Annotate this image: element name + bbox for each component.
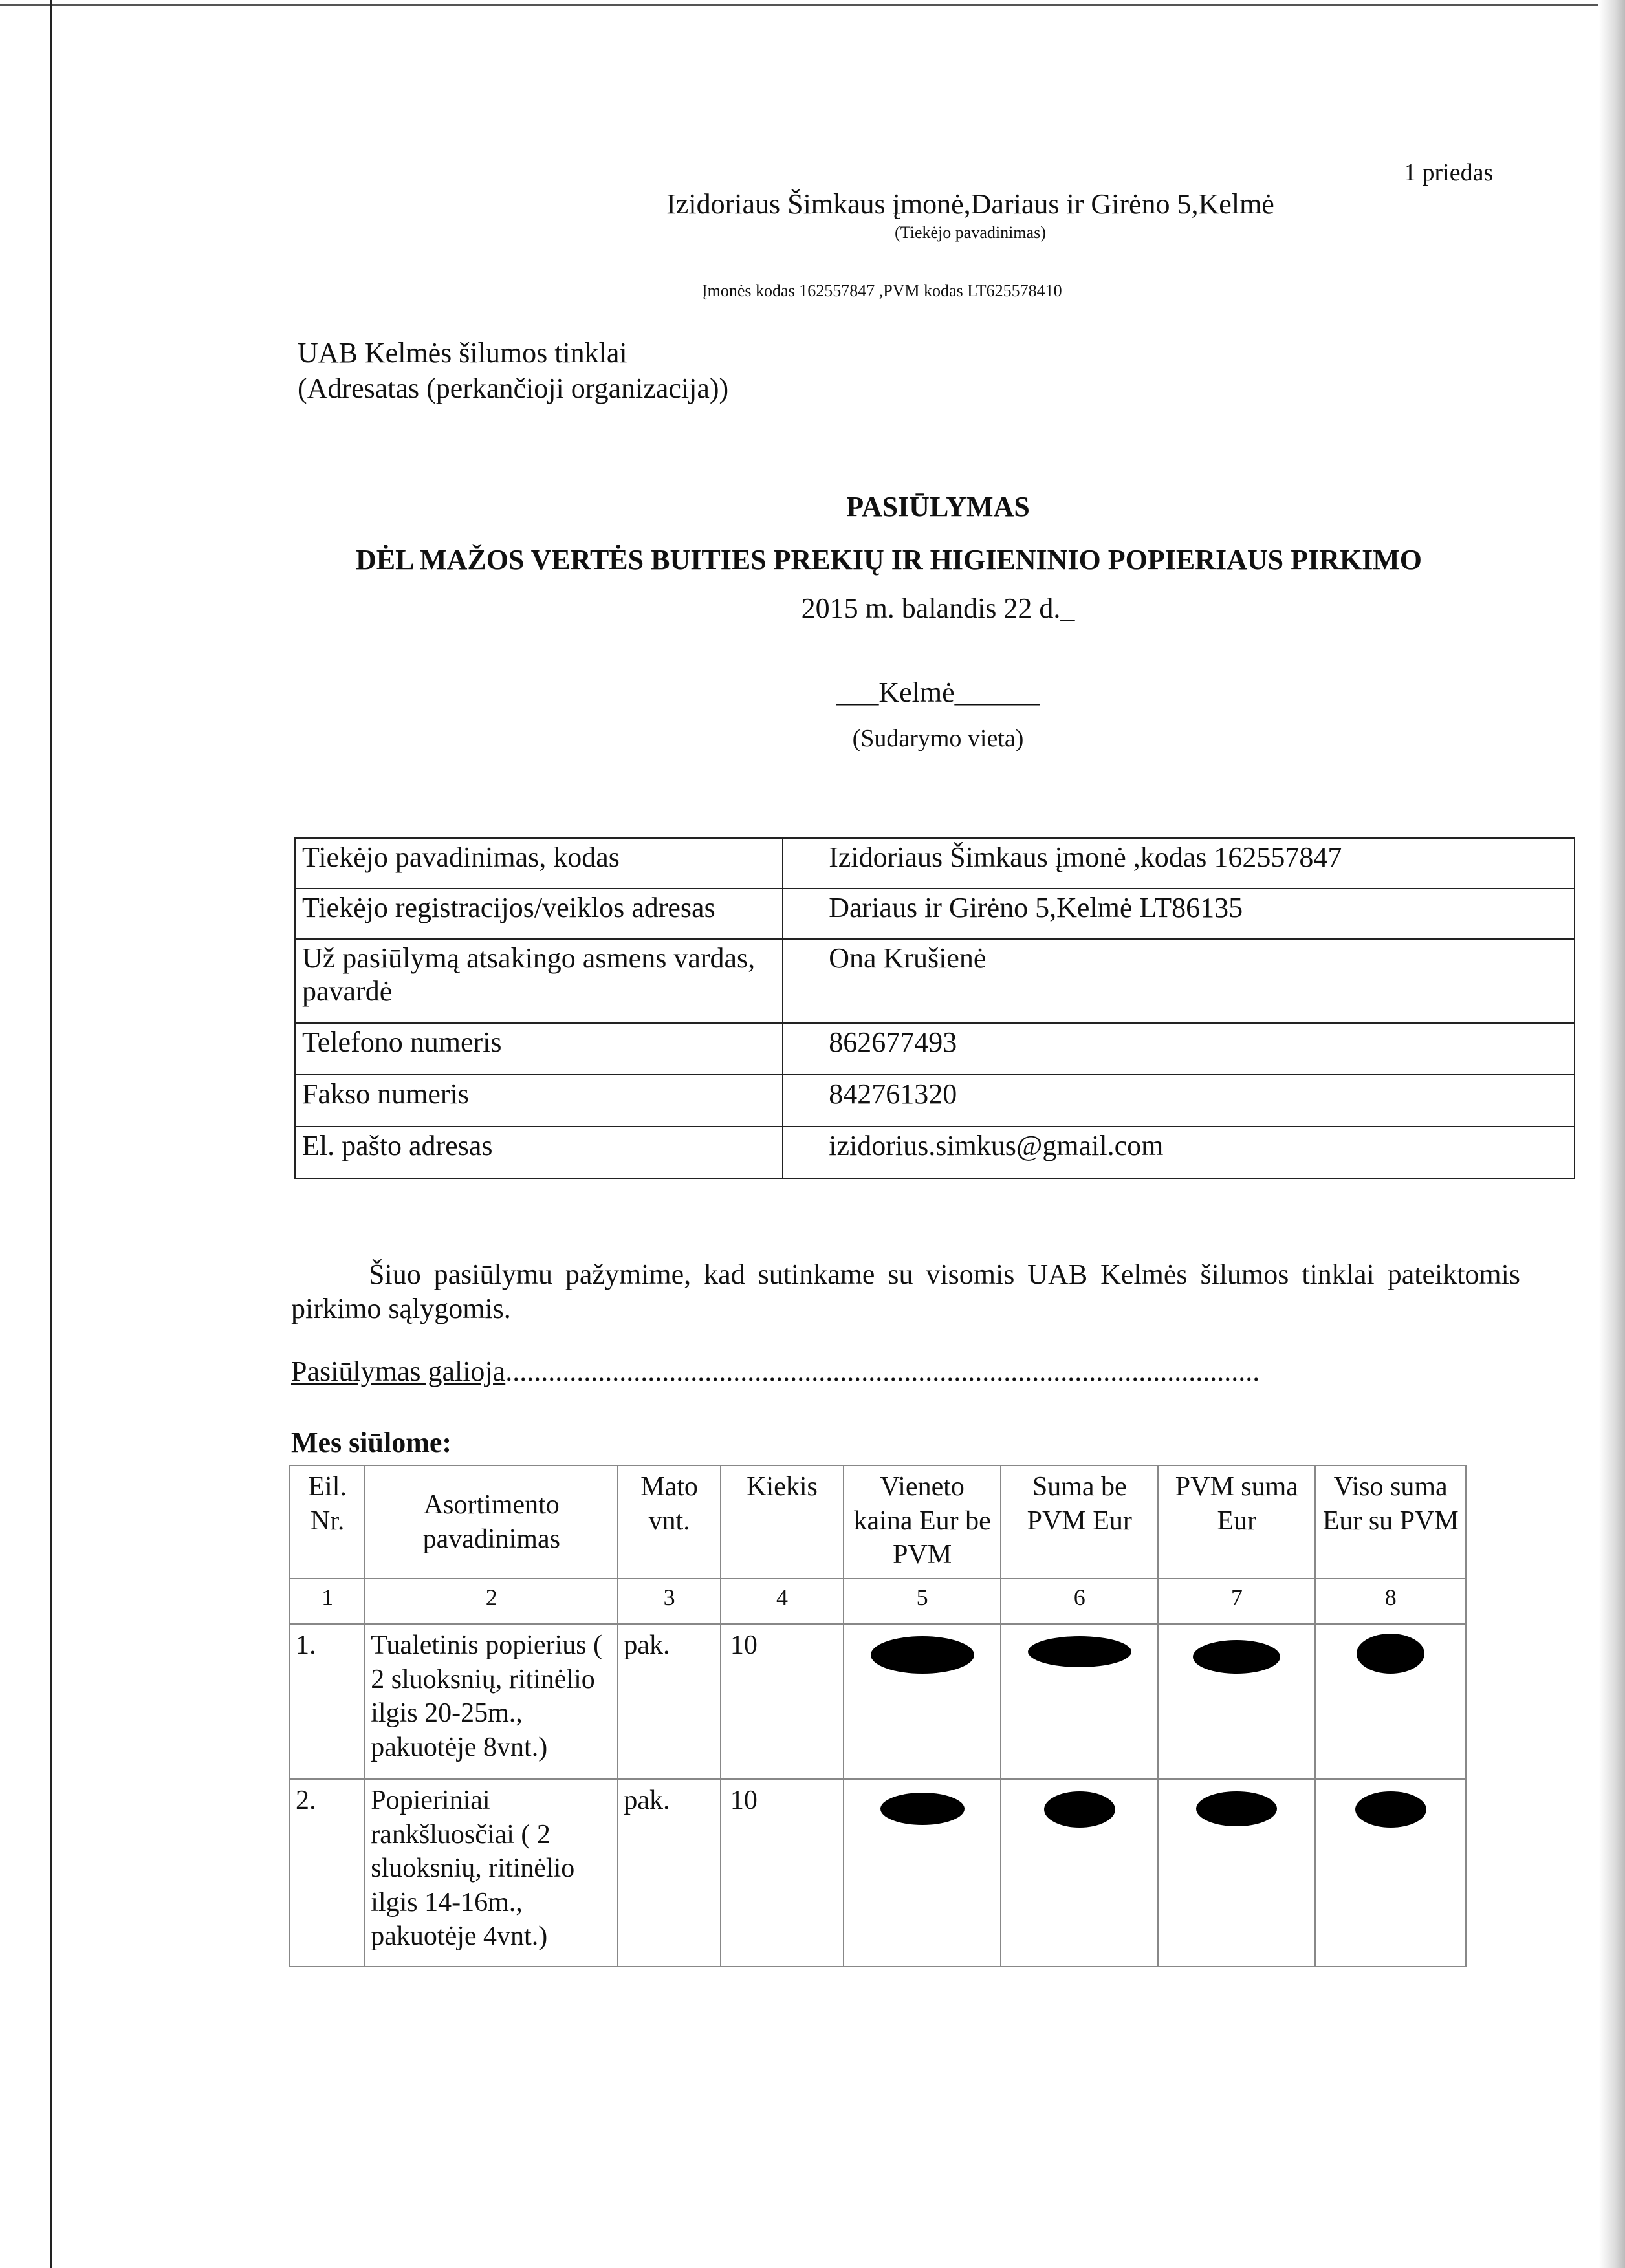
scan-left-margin	[50, 0, 52, 2268]
addressee-caption: (Adresatas (perkančioji organizacija))	[298, 373, 729, 404]
redaction-mark	[1355, 1791, 1426, 1828]
supplier-caption: (Tiekėjo pavadinimas)	[895, 223, 1046, 242]
redacted-vat-sum	[1158, 1779, 1315, 1967]
item-number: 2.	[290, 1779, 365, 1967]
header-cell: Viso suma Eur su PVM	[1315, 1465, 1466, 1579]
document-title: PASIŪLYMAS	[846, 491, 1030, 523]
header-cell: Vieneto kaina Eur be PVM	[844, 1465, 1001, 1579]
redacted-unit-price	[844, 1779, 1001, 1967]
supplier-info-table	[294, 837, 1575, 1179]
info-value: izidorius.simkus@gmail.com	[783, 1127, 1575, 1178]
header-cell: Suma be PVM Eur	[1001, 1465, 1158, 1579]
info-value: Izidoriaus Šimkaus įmonė ,kodas 162557847	[783, 838, 1575, 889]
addressee-name: UAB Kelmės šilumos tinklai	[298, 337, 627, 369]
header-cell: PVM suma Eur	[1158, 1465, 1315, 1579]
table-row	[295, 1075, 1575, 1127]
column-number: 3	[618, 1579, 721, 1624]
item-quantity: 10	[721, 1624, 844, 1779]
redaction-mark	[871, 1636, 974, 1674]
header-cell: Mato vnt.	[618, 1465, 721, 1579]
place: ___Kelmė______	[836, 676, 1040, 708]
item-number: 1.	[290, 1624, 365, 1779]
redaction-mark	[1193, 1640, 1280, 1674]
scan-right-shadow	[1599, 0, 1625, 2268]
item-name: Tualetinis popierius ( 2 sluoksnių, ritinėlio ilgis 20-25m., pakuotėje 8vnt.)	[365, 1624, 618, 1779]
header-cell: Eil. Nr.	[290, 1465, 365, 1579]
column-number: 1	[290, 1579, 365, 1624]
table-row	[295, 1127, 1575, 1178]
document-date: 2015 m. balandis 22 d._	[801, 592, 1075, 624]
table-row	[295, 939, 1575, 1023]
validity-label: Pasiūlymas galioja	[291, 1355, 506, 1387]
redacted-total	[1315, 1624, 1466, 1779]
validity-line	[291, 1355, 1260, 1388]
redacted-sum-without-vat	[1001, 1624, 1158, 1779]
column-number: 5	[844, 1579, 1001, 1624]
redacted-total	[1315, 1779, 1466, 1967]
table-row	[295, 889, 1575, 939]
column-number: 8	[1315, 1579, 1466, 1624]
supplier-line: Izidoriaus Šimkaus įmonė,Dariaus ir Girėno 5,Kelmė	[666, 188, 1274, 220]
info-value: Ona Krušienė	[783, 939, 1575, 1023]
redaction-mark	[1357, 1634, 1424, 1674]
column-number: 4	[721, 1579, 844, 1624]
info-label: Už pasiūlymą atsakingo asmens vardas, pavardė	[295, 939, 783, 1023]
table-row	[295, 838, 1575, 889]
redacted-vat-sum	[1158, 1624, 1315, 1779]
offer-heading: Mes siūlome:	[291, 1427, 452, 1458]
redacted-sum-without-vat	[1001, 1779, 1158, 1967]
column-number: 7	[1158, 1579, 1315, 1624]
info-value: 862677493	[783, 1023, 1575, 1075]
redaction-mark	[880, 1793, 965, 1825]
redaction-mark	[1028, 1636, 1131, 1667]
column-number: 6	[1001, 1579, 1158, 1624]
offer-table	[289, 1465, 1467, 1967]
header-cell: Asortimento pavadinimas	[365, 1465, 618, 1579]
place-caption: (Sudarymo vieta)	[852, 725, 1024, 752]
scan-top-edge	[0, 4, 1598, 6]
info-value: Dariaus ir Girėno 5,Kelmė LT86135	[783, 889, 1575, 939]
validity-dots: ..........................................................................................................	[505, 1355, 1260, 1387]
document-subtitle: DĖL MAŽOS VERTĖS BUITIES PREKIŲ IR HIGIENINIO POPIERIAUS PIRKIMO	[356, 544, 1422, 576]
info-label: El. pašto adresas	[295, 1127, 783, 1178]
info-value: 842761320	[783, 1075, 1575, 1127]
item-unit: pak.	[618, 1624, 721, 1779]
table-row	[290, 1624, 1466, 1779]
header-cell: Kiekis	[721, 1465, 844, 1579]
item-unit: pak.	[618, 1779, 721, 1967]
info-label: Tiekėjo registracijos/veiklos adresas	[295, 889, 783, 939]
item-name: Popieriniai rankšluosčiai ( 2 sluoksnių, ritinėlio ilgis 14-16m., pakuotėje 4vnt.)	[365, 1779, 618, 1967]
info-label: Fakso numeris	[295, 1075, 783, 1127]
annex-label: 1 priedas	[1404, 159, 1494, 186]
table-row	[295, 1023, 1575, 1075]
info-label: Tiekėjo pavadinimas, kodas	[295, 838, 783, 889]
supplier-codes: Įmonės kodas 162557847 ,PVM kodas LT625578410	[702, 281, 1062, 300]
redaction-mark	[1196, 1791, 1277, 1826]
table-row	[290, 1779, 1466, 1967]
column-number-row	[290, 1579, 1466, 1624]
info-label: Telefono numeris	[295, 1023, 783, 1075]
redaction-mark	[1044, 1791, 1115, 1828]
column-number: 2	[365, 1579, 618, 1624]
redacted-unit-price	[844, 1624, 1001, 1779]
item-quantity: 10	[721, 1779, 844, 1967]
agreement-text: Šiuo pasiūlymu pažymime, kad sutinkame su visomis UAB Kelmės šilumos tinklai pateiktomis pirkimo sąlygomis.	[291, 1258, 1520, 1324]
table-header-row	[290, 1465, 1466, 1579]
